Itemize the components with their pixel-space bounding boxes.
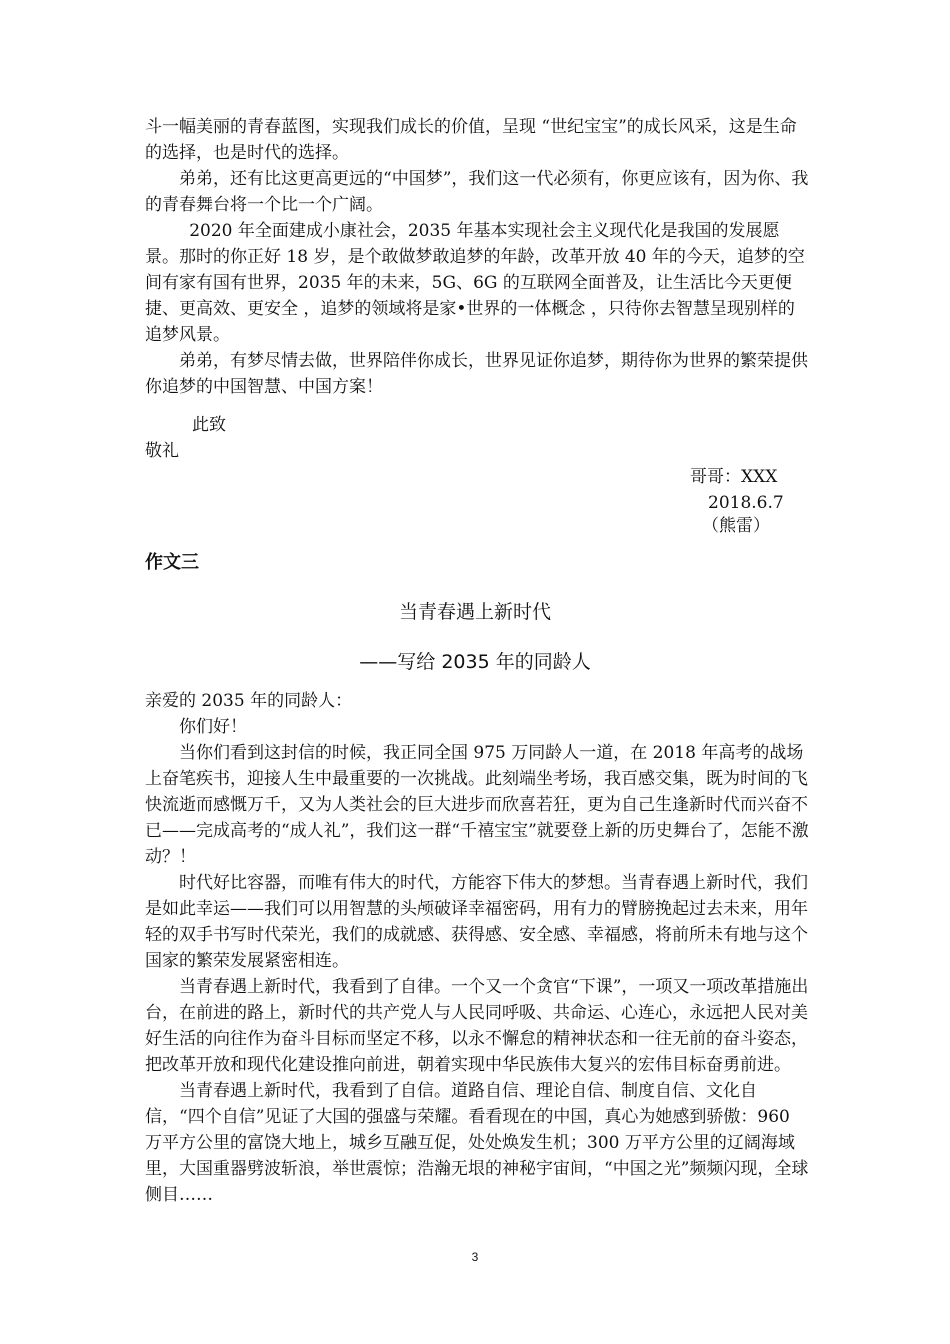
letter-paragraph: 2020 年全面建成小康社会，2035 年基本实现社会主义现代化是我国的发展愿景。那时的你正好 18 岁，是个敢做梦敢追梦的年龄，改革开放 40 年的今天，追梦的空间有家有国有世界，2035 年的未来，5G、6G 的互联网全面普及，让生活比今天更便捷、更高效、更安全 ，追梦的领域将是家•世界的一体概念 ，只待你去智慧呈现别样的追梦风景。 (145, 221, 805, 345)
letter-paragraph: 弟弟，还有比这更高更远的“中国梦”，我们这一代必须有，你更应该有，因为你、我的青春舞台将一个比一个广阔。 (145, 169, 809, 215)
essay-paragraph: 当青春遇上新时代，我看到了自律。一个又一个贪官“下课”，一项又一项改革措施出台，在前进的路上，新时代的共产党人与人民同呼吸、共命运、心连心，永远把人民对美好生活的向往作为奋斗目标而坚定不移，以永不懈怠的精神状态和一往无前的奋斗姿态，把改革开放和现代化建设推向前进，朝着实现中华民族伟大复兴的宏伟目标奋勇前进。 (145, 977, 809, 1075)
salutation: 亲爱的 2035 年的同龄人： (145, 691, 353, 711)
signature: 哥哥：XXX (690, 467, 778, 487)
essay-subtitle: ——写给 2035 年的同龄人 (359, 651, 591, 673)
essay-paragraph: 时代好比容器，而唯有伟大的时代，方能容下伟大的梦想。当青春遇上新时代，我们是如此幸运——我们可以用智慧的头颅破译幸福密码，用有力的臂膀挽起过去未来，用年轻的双手书写时代荣光，我们的成就感、获得感、安全感、幸福感，将前所未有地与这个国家的繁荣发展紧密相连。 (145, 873, 808, 971)
letter-body (145, 114, 810, 400)
essay-body (145, 688, 810, 1208)
letter-date: 2018.6.7 (708, 493, 784, 513)
essay-paragraph: 当青春遇上新时代，我看到了自信。道路自信、理论自信、制度自信、文化自信，“四个自信”见证了大国的强盛与荣耀。看看现在的中国，真心为她感到骄傲：960 万平方公里的富饶大地上，城乡互融互促，处处焕发生机；300 万平方公里的辽阔海域里，大国重器劈波斩浪，举世震惊；浩瀚无垠的神秘宇宙间，“中国之光”频频闪现，全球侧目…… (145, 1081, 809, 1205)
letter-paragraph: 弟弟，有梦尽情去做，世界陪伴你成长，世界见证你追梦，期待你为世界的繁荣提供你追梦的中国智慧、中国方案！ (145, 351, 808, 397)
greeting: 你们好！ (179, 717, 247, 737)
essay-title: 当青春遇上新时代 (398, 601, 551, 623)
essay-paragraph: 当你们看到这封信的时候，我正同全国 975 万同龄人一道，在 2018 年高考的战场上奋笔疾书，迎接人生中最重要的一次挑战。此刻端坐考场，我百感交集，既为时间的飞快流逝而感慨万千，又为人类社会的巨大进步而欣喜若狂，更为自己生逢新时代而兴奋不已——完成高考的“成人礼”，我们这一群“千禧宝宝”就要登上新的历史舞台了，怎能不激动？！ (145, 743, 809, 867)
closing-line-1: 此致 (192, 415, 226, 435)
section-heading: 作文三 (145, 552, 199, 573)
closing-line-2: 敬礼 (145, 441, 179, 461)
letter-paragraph: 斗一幅美丽的青春蓝图，实现我们成长的价值，呈现 “世纪宝宝”的成长风采，这是生命的选择，也是时代的选择。 (145, 117, 797, 163)
author-name: （熊雷） (702, 516, 770, 536)
page-number: 3 (471, 1250, 479, 1264)
